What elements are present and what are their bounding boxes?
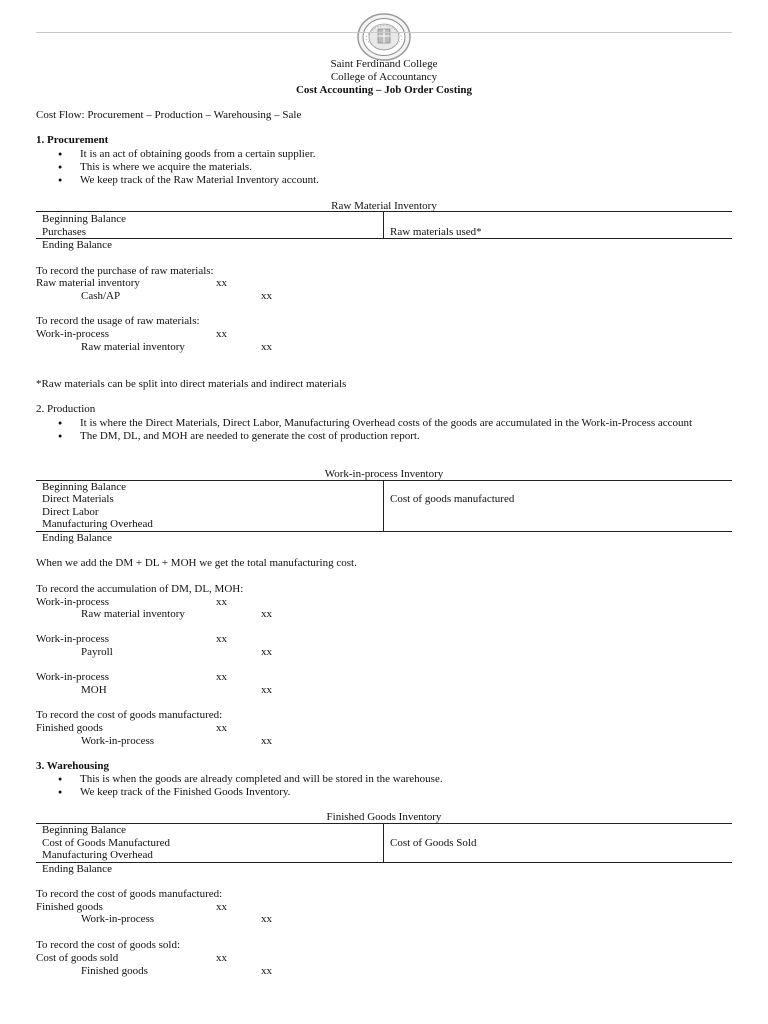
ledger-debit-item: Manufacturing Overhead bbox=[42, 849, 153, 861]
entry-caption: To record the cost of goods manufactured: bbox=[36, 709, 223, 721]
warehousing-bullets bbox=[58, 773, 732, 799]
entry-caption: To record the cost of goods sold: bbox=[36, 939, 181, 951]
college-seal-icon bbox=[356, 12, 412, 62]
entry-credit-amount: xx bbox=[261, 965, 272, 977]
entry-credit: Finished goods bbox=[81, 965, 148, 977]
production-bullets bbox=[58, 417, 732, 443]
wip-ledger-title: Work-in-process Inventory bbox=[324, 468, 444, 480]
entry-credit-amount: xx bbox=[261, 608, 272, 620]
entry-debit-amount: xx bbox=[216, 328, 227, 340]
ledger-bottom-rule bbox=[36, 862, 732, 863]
list-item: ● It is an act of obtaining goods from a certain supplier. bbox=[58, 148, 732, 161]
ledger-divider bbox=[383, 480, 384, 531]
ledger-debit-item: Direct Labor bbox=[42, 506, 99, 518]
ledger-top-rule bbox=[36, 480, 732, 481]
ledger-debit-item: Manufacturing Overhead bbox=[42, 518, 153, 530]
entry-debit-amount: xx bbox=[216, 722, 227, 734]
total-manufacturing-cost-note: When we add the DM + DL + MOH we get the total manufacturing cost. bbox=[36, 557, 357, 569]
cost-flow: Cost Flow: Procurement – Production – Warehousing – Sale bbox=[36, 109, 302, 121]
entry-credit: Payroll bbox=[81, 646, 113, 658]
list-item: ● It is where the Direct Materials, Direct Labor, Manufacturing Overhead costs of the goods are accumulated in the Work-in-Process account bbox=[58, 417, 732, 430]
college-name: College of Accountancy bbox=[330, 71, 438, 83]
entry-credit: MOH bbox=[81, 684, 107, 696]
ledger-credit-item: Cost of goods manufactured bbox=[390, 493, 515, 505]
entry-debit: Work-in-process bbox=[36, 596, 110, 608]
entry-credit: Work-in-process bbox=[81, 913, 155, 925]
entry-credit: Raw material inventory bbox=[81, 341, 185, 353]
entry-debit: Work-in-process bbox=[36, 671, 110, 683]
entry-debit: Work-in-process bbox=[36, 328, 110, 340]
ledger-top-rule bbox=[36, 211, 732, 212]
ledger-ending-balance: Ending Balance bbox=[42, 239, 112, 251]
entry-debit-amount: xx bbox=[216, 633, 227, 645]
warehousing-heading: 3. Warehousing bbox=[36, 760, 109, 772]
list-item: ● The DM, DL, and MOH are needed to generate the cost of production report. bbox=[58, 430, 732, 443]
ledger-debit-item: Cost of Goods Manufactured bbox=[42, 837, 171, 849]
ledger-debit-item: Purchases bbox=[42, 226, 86, 238]
ledger-credit-item: Cost of Goods Sold bbox=[390, 837, 477, 849]
entry-credit-amount: xx bbox=[261, 341, 272, 353]
entry-credit-amount: xx bbox=[261, 684, 272, 696]
entry-debit-amount: xx bbox=[216, 277, 227, 289]
finished-goods-ledger-title: Finished Goods Inventory bbox=[326, 811, 442, 823]
document-title: Cost Accounting – Job Order Costing bbox=[295, 84, 473, 96]
ledger-divider bbox=[383, 823, 384, 862]
entry-caption: To record the cost of goods manufactured: bbox=[36, 888, 223, 900]
ledger-debit-item: Beginning Balance bbox=[42, 824, 127, 836]
entry-credit: Raw material inventory bbox=[81, 608, 185, 620]
entry-debit: Finished goods bbox=[36, 901, 103, 913]
entry-debit-amount: xx bbox=[216, 901, 227, 913]
entry-caption: To record the purchase of raw materials: bbox=[36, 265, 214, 277]
list-item: ● We keep track of the Finished Goods Inventory. bbox=[58, 786, 732, 799]
ledger-credit-item: Raw materials used* bbox=[390, 226, 482, 238]
entry-debit: Work-in-process bbox=[36, 633, 110, 645]
entry-debit-amount: xx bbox=[216, 671, 227, 683]
entry-credit: Cash/AP bbox=[81, 290, 121, 302]
entry-debit: Finished goods bbox=[36, 722, 103, 734]
ledger-debit-item: Direct Materials bbox=[42, 493, 114, 505]
entry-credit-amount: xx bbox=[261, 913, 272, 925]
procurement-bullets bbox=[58, 148, 732, 187]
institution-name: Saint Ferdinand College bbox=[330, 58, 438, 70]
entry-credit-amount: xx bbox=[261, 646, 272, 658]
production-heading: 2. Production bbox=[36, 403, 96, 415]
entry-credit: Work-in-process bbox=[81, 735, 155, 747]
header-rule bbox=[36, 32, 732, 33]
entry-debit: Raw material inventory bbox=[36, 277, 140, 289]
entry-caption: To record the usage of raw materials: bbox=[36, 315, 200, 327]
ledger-debit-item: Beginning Balance bbox=[42, 481, 127, 493]
raw-materials-note: *Raw materials can be split into direct materials and indirect materials bbox=[36, 378, 347, 390]
procurement-heading: 1. Procurement bbox=[36, 134, 109, 146]
ledger-divider bbox=[383, 211, 384, 238]
ledger-ending-balance: Ending Balance bbox=[42, 863, 112, 875]
list-item: ● This is when the goods are already completed and will be stored in the warehouse. bbox=[58, 773, 732, 786]
ledger-debit-item: Beginning Balance bbox=[42, 213, 127, 225]
raw-material-ledger-title: Raw Material Inventory bbox=[331, 200, 437, 212]
entry-debit: Cost of goods sold bbox=[36, 952, 119, 964]
list-item: ● This is where we acquire the materials. bbox=[58, 161, 732, 174]
ledger-bottom-rule bbox=[36, 531, 732, 532]
ledger-ending-balance: Ending Balance bbox=[42, 532, 112, 544]
entry-debit-amount: xx bbox=[216, 596, 227, 608]
list-item: ● We keep track of the Raw Material Inventory account. bbox=[58, 174, 732, 187]
ledger-top-rule bbox=[36, 823, 732, 824]
entry-debit-amount: xx bbox=[216, 952, 227, 964]
entry-caption: To record the accumulation of DM, DL, MOH: bbox=[36, 583, 244, 595]
entry-credit-amount: xx bbox=[261, 290, 272, 302]
entry-credit-amount: xx bbox=[261, 735, 272, 747]
ledger-bottom-rule bbox=[36, 238, 732, 239]
